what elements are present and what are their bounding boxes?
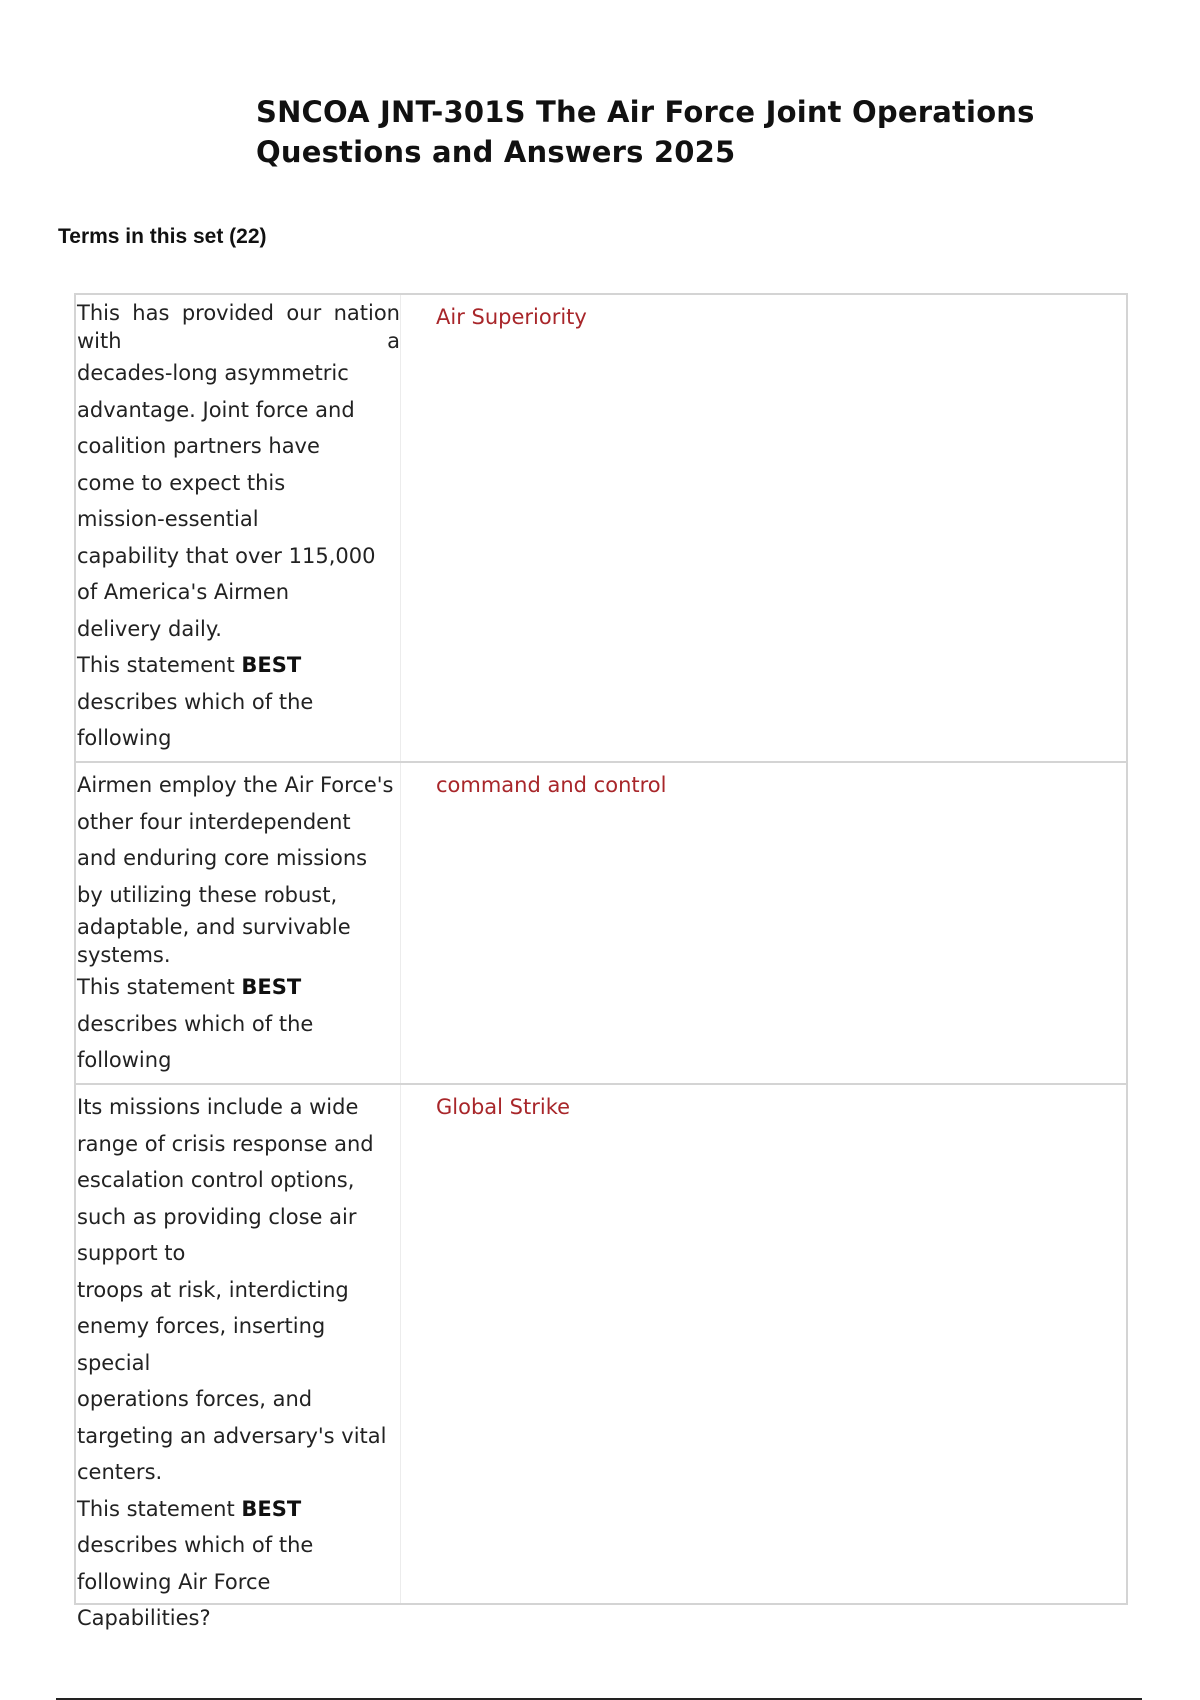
terms-table [74, 293, 1128, 1630]
term-line: capability that over 115,000 [77, 543, 376, 568]
term-answer: Global Strike [436, 1095, 571, 1119]
term-answer: command and control [436, 773, 667, 797]
term-question [76, 1085, 401, 1630]
term-line: come to expect this [77, 470, 286, 495]
term-line: Capabilities? [77, 1606, 211, 1630]
document-title: SNCOA JNT-301S The Air Force Joint Operations Questions and Answers 2025 [256, 95, 1035, 169]
term-line: other four interdependent [77, 809, 351, 834]
prompt-emphasis: BEST [241, 653, 302, 677]
prompt-emphasis: BEST [241, 1496, 302, 1521]
term-line: Airmen employ the Air Force's [77, 773, 394, 797]
term-line: This has provided our nation with a [77, 301, 400, 353]
prompt-prefix: This statement [77, 653, 235, 677]
term-question [76, 295, 401, 761]
term-line: following Air Force [77, 1569, 271, 1594]
term-question [76, 763, 401, 1083]
prompt-prefix: This statement [77, 1496, 235, 1521]
term-line: describes which of the [77, 689, 314, 714]
term-line: advantage. Joint force and [77, 397, 355, 422]
term-row [76, 761, 1126, 1083]
term-prompt [77, 969, 400, 1006]
term-line: and enduring core missions [77, 846, 368, 870]
term-answer: Air Superiority [436, 305, 587, 329]
term-line: Its missions include a wide [77, 1095, 359, 1119]
term-line: enemy forces, inserting special [77, 1314, 326, 1375]
term-prompt [77, 647, 400, 684]
term-line: decades-long asymmetric [77, 361, 349, 385]
term-line: escalation control options, [77, 1168, 355, 1192]
term-row [76, 1083, 1126, 1630]
term-row [76, 295, 1126, 761]
term-prompt [77, 1491, 400, 1528]
term-line: mission-essential [77, 507, 259, 531]
term-line: coalition partners have [77, 434, 320, 458]
term-line: describes which of the [77, 1011, 314, 1036]
term-line: describes which of the [77, 1533, 314, 1557]
prompt-emphasis: BEST [241, 975, 302, 999]
term-line: targeting an adversary's vital [77, 1423, 387, 1448]
term-line: following [77, 726, 172, 750]
term-line: centers. [77, 1460, 163, 1484]
term-line: of America's Airmen [77, 580, 290, 604]
term-line: operations forces, and [77, 1387, 313, 1411]
prompt-prefix: This statement [77, 975, 235, 999]
term-line: by utilizing these robust, [77, 882, 338, 907]
term-line: following [77, 1048, 172, 1072]
term-line: troops at risk, interdicting [77, 1277, 349, 1302]
term-line: support to [77, 1241, 186, 1265]
term-line: such as providing close air [77, 1204, 357, 1229]
term-line: adaptable, and survivable systems. [77, 915, 351, 967]
term-line: range of crisis response and [77, 1131, 374, 1156]
term-line: delivery daily. [77, 616, 222, 641]
terms-count-heading: Terms in this set (22) [58, 225, 267, 248]
